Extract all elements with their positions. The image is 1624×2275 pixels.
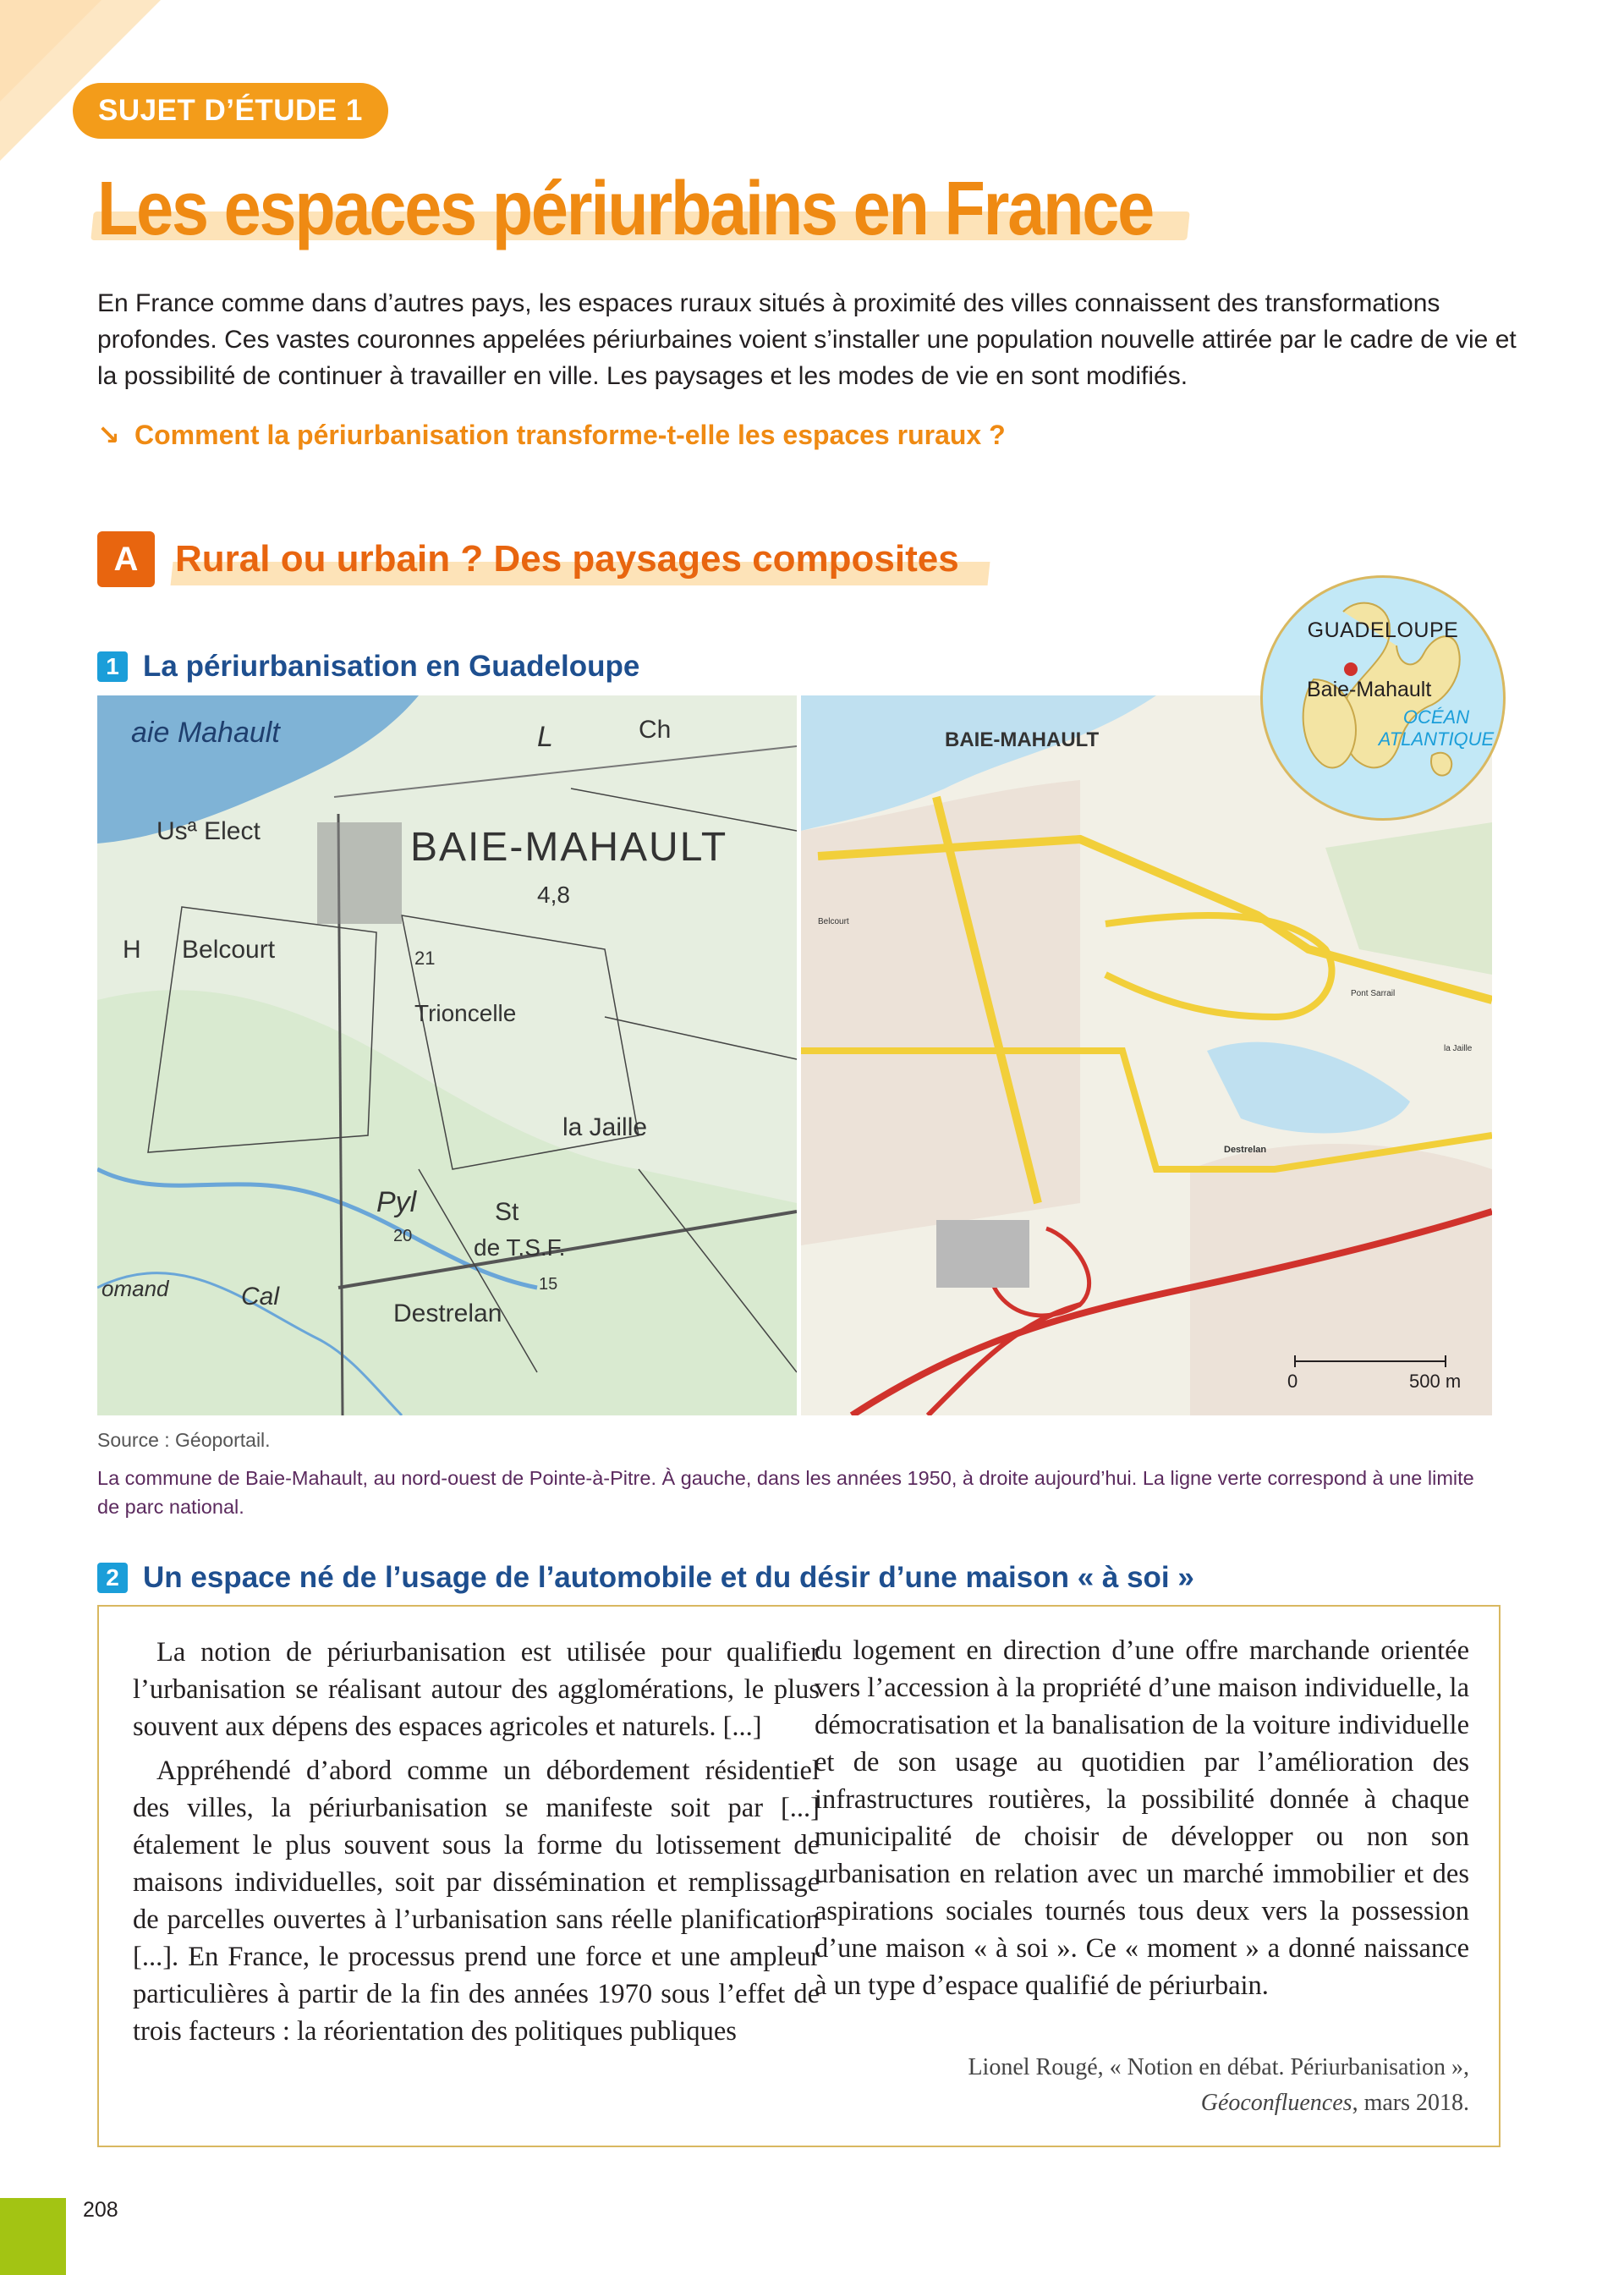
- scale-end-label: 500 m: [1409, 1371, 1462, 1392]
- quote-paragraph-1: La notion de périurbanisation est utilisée pour qualifier l’urbanisation se réalisant autour des agglomérations, le plus souvent aux dépens des espaces agricoles et naturels. [...]: [133, 1637, 820, 1742]
- map-old-elect-label: Usª Elect: [156, 817, 261, 845]
- section-title: Rural ou urbain ? Des paysages composites: [175, 538, 959, 580]
- subject-badge: SUJET D’ÉTUDE 1: [73, 83, 388, 139]
- quote-box: [97, 1605, 1501, 2147]
- doc2-heading: [97, 1561, 1194, 1595]
- doc2-title: Un espace né de l’usage de l’automobile et du désir d’une maison « à soi »: [143, 1561, 1194, 1594]
- map-old-tsf-label: de T.S.F.: [474, 1234, 566, 1261]
- quote-left-column: [133, 1634, 820, 2057]
- citation-author: Lionel Rougé, « Notion en débat. Périurbanisation »,: [968, 2054, 1469, 2080]
- scale-bar: [1286, 1354, 1489, 1396]
- map-new-pont-label: Pont Sarrail: [1351, 989, 1396, 998]
- map-new-jaille-label: la Jaille: [1444, 1044, 1473, 1053]
- map-1950s-drawing: [97, 695, 797, 1415]
- scale-tick-end: [1445, 1355, 1446, 1367]
- map-old-15-label: 15: [539, 1275, 558, 1294]
- map-old-destrelan-label: Destrelan: [393, 1300, 502, 1327]
- locator-ocean: [1373, 706, 1500, 750]
- locator-ocean-line2: ATLANTIQUE: [1378, 728, 1495, 750]
- map-new-town-label: BAIE-MAHAULT: [945, 728, 1100, 751]
- intro-paragraph: En France comme dans d’autres pays, les espaces ruraux situés à proximité des villes connaissent des transformations profondes. Ces vastes couronnes appelées périurbaines voient s’installer une population nouvelle attirée par le cadre de vie et la possibilité de continuer à travailler en ville. Les paysages et les modes de vie en sont modifiés.: [97, 289, 1517, 390]
- baie-mahault-marker: [1344, 662, 1358, 676]
- citation-date: , mars 2018.: [1352, 2090, 1469, 2116]
- question-text: Comment la périurbanisation transforme-t-elle les espaces ruraux ?: [134, 420, 1006, 450]
- map-old-21-label: 21: [414, 948, 436, 969]
- map-old-pyl-label: Pyl: [376, 1186, 417, 1218]
- scale-tick-start: [1294, 1355, 1296, 1367]
- map-caption: La commune de Baie-Mahault, au nord-ouest de Pointe-à-Pitre. À gauche, dans les années 1950, à droite aujourd’hui. La ligne verte correspond à une limite de parc national.: [97, 1467, 1474, 1518]
- locator-inset: [1260, 575, 1506, 821]
- locator-ocean-line1: OCÉAN: [1402, 706, 1470, 728]
- map-1950s: [97, 695, 797, 1415]
- map-old-h-label: H: [123, 936, 141, 964]
- citation-journal: Géoconfluences: [1200, 2090, 1352, 2116]
- map-old-ch-label: Ch: [639, 716, 672, 744]
- doc2-number: 2: [97, 1563, 128, 1593]
- section-letter: A: [97, 531, 155, 587]
- map-old-jaille-label: la Jaille: [562, 1113, 648, 1141]
- doc1-heading: [97, 650, 639, 684]
- page-number: 208: [83, 2198, 118, 2222]
- guiding-question: [97, 416, 1535, 453]
- map-old-20-label: 20: [393, 1227, 413, 1245]
- map-old-bay-label: aie Mahault: [131, 717, 280, 749]
- arrow-down-right-icon: ↘: [97, 420, 120, 450]
- title-block: [97, 162, 1297, 256]
- map-new-destrelan-label: Destrelan: [1224, 1145, 1267, 1155]
- map-source: Source : Géoportail.: [97, 1429, 271, 1451]
- locator-title: GUADELOUPE: [1307, 618, 1459, 642]
- map-old-alt-label: 4,8: [537, 882, 570, 908]
- map-old-omand-label: omand: [102, 1276, 169, 1301]
- quote-citation: [815, 2050, 1469, 2121]
- map-old-trioncelle-label: Trioncelle: [414, 1000, 517, 1026]
- doc1-title: La périurbanisation en Guadeloupe: [143, 650, 640, 683]
- page-tab: [0, 2198, 66, 2275]
- map-old-town-label: BAIE-MAHAULT: [410, 825, 728, 870]
- scale-line: [1294, 1360, 1446, 1362]
- map-old-l-label: L: [537, 721, 553, 753]
- map-old-cal-label: Cal: [241, 1283, 280, 1311]
- locator-city: Baie-Mahault: [1307, 678, 1432, 701]
- quote-paragraph-2: Appréhendé d’abord comme un débordement résidentiel des villes, la périurbanisation se manifeste soit par [...] étalement le plus souvent sous la forme du lotissement de maisons individuelles, soit par dissémination et remplissage de parcelles ouvertes à l’urbanisation sans réelle planification [...]. En France, le processus prend une force et une ampleur particulières à partir de la fin des années 1970 sous l’effet de trois facteurs : la réorientation des politiques publiques: [133, 1756, 820, 2047]
- scale-start-label: 0: [1287, 1371, 1298, 1392]
- map-old-belcourt-label: Belcourt: [182, 936, 276, 964]
- map-new-belcourt-label: Belcourt: [818, 917, 849, 926]
- doc1-number: 1: [97, 651, 128, 682]
- page-title: Les espaces périurbains en France: [97, 167, 1154, 251]
- quote-paragraph-3: du logement en direction d’une offre marchande orientée vers l’accession à la propriété d’une maison individuelle, la démocratisation et la banalisation de la voiture individuelle et de son usage au quotidien par l’amélioration des infrastructures routières, la possibilité donnée à chaque municipalité de choisir de développer ou non son urbanisation en relation avec un marché immobilier et des aspirations sociales tournés tous deux vers la possession d’une maison « à soi ». Ce « moment » a donné naissance à un type d’espace qualifié de périurbain.: [815, 1635, 1469, 2001]
- quote-right-column: [815, 1632, 1469, 2011]
- map-old-st-label: St: [495, 1198, 519, 1226]
